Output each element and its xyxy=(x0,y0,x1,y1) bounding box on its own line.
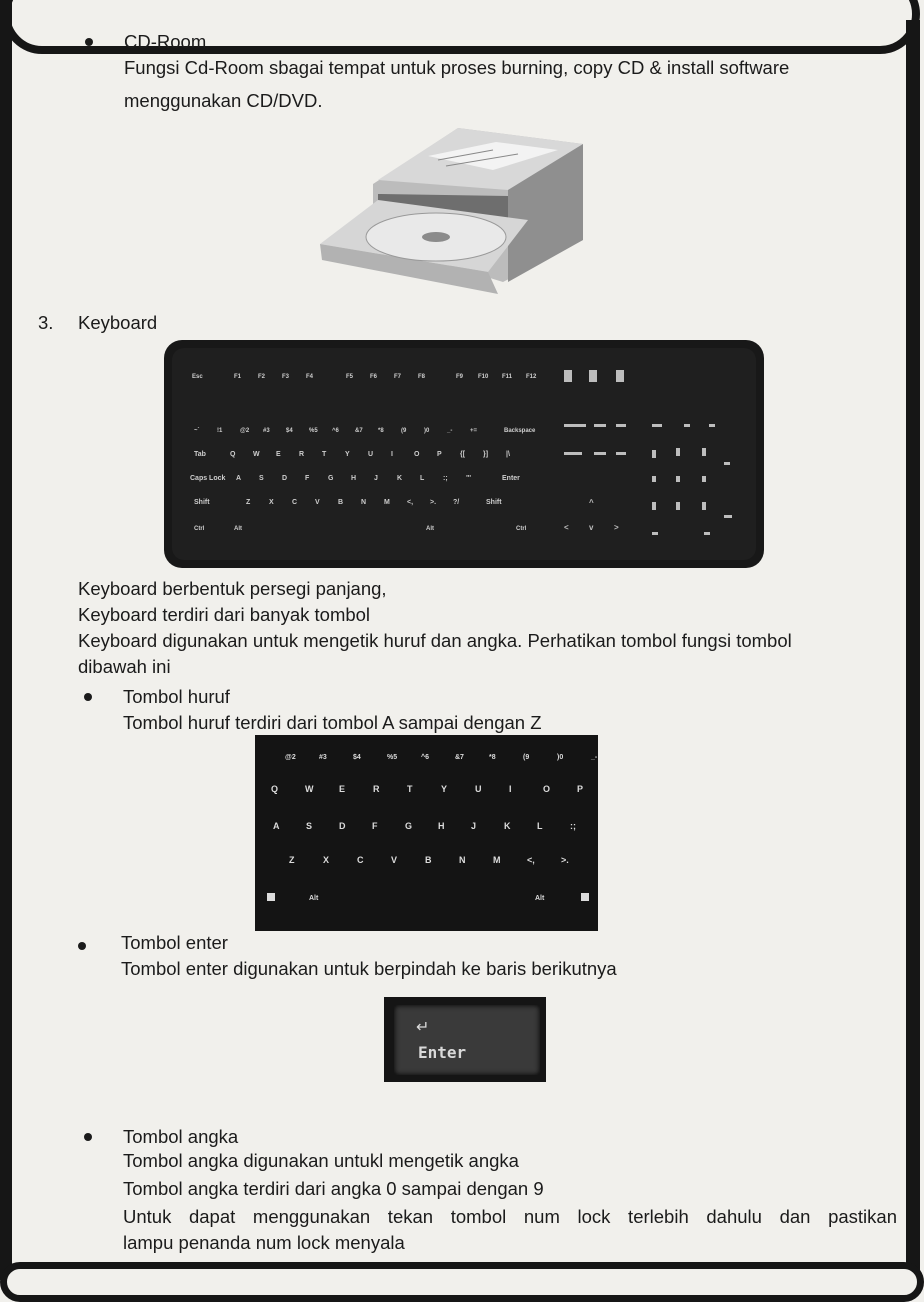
key-label: Ctrl xyxy=(194,526,205,532)
key-label: E xyxy=(339,784,346,794)
enter-title: Tombol enter xyxy=(121,932,228,953)
key-label: G xyxy=(405,821,413,831)
key-label: L xyxy=(420,475,425,482)
key-label: $4 xyxy=(286,428,293,434)
key-label: F1 xyxy=(234,374,242,380)
key-label: Enter xyxy=(502,475,520,482)
bullet-numbers xyxy=(84,1133,92,1141)
key-label: F2 xyxy=(258,374,266,380)
key-label: O xyxy=(543,784,551,794)
svg-text:<: < xyxy=(564,523,569,532)
key-label: (9 xyxy=(401,428,407,434)
key-label: R xyxy=(373,784,380,794)
key-label: P xyxy=(577,784,584,794)
key-label: S xyxy=(259,475,264,482)
numbers-line-2: Tombol angka terdiri dari angka 0 sampai dengan 9 xyxy=(123,1178,544,1199)
enter-key-image xyxy=(382,995,548,1084)
key-label: %5 xyxy=(309,428,318,434)
key-label: !1 xyxy=(217,428,223,434)
key-label: }] xyxy=(483,451,489,458)
key-label: E xyxy=(276,451,281,458)
letters-alt-right: Alt xyxy=(535,895,545,902)
svg-text:v: v xyxy=(589,523,594,532)
keyboard-line-1: Keyboard berbentuk persegi panjang, xyxy=(78,578,387,599)
numbers-line-1: Tombol angka digunakan untukl mengetik angka xyxy=(123,1150,519,1171)
key-label: {[ xyxy=(460,451,466,458)
key-label: :; xyxy=(443,475,448,482)
key-label: A xyxy=(236,475,242,482)
key-label: C xyxy=(292,499,298,506)
key-label: N xyxy=(459,855,466,865)
key-label: &7 xyxy=(355,428,363,434)
key-label: U xyxy=(475,784,482,794)
key-label: H xyxy=(438,821,445,831)
page-border-right xyxy=(906,20,920,1280)
svg-text:>: > xyxy=(614,523,619,532)
cdrom-desc-line2: menggunakan CD/DVD. xyxy=(124,90,323,111)
key-label: F12 xyxy=(526,374,537,380)
key-label: Esc xyxy=(192,374,203,380)
letters-alt-left: Alt xyxy=(309,895,319,902)
key-label: ~` xyxy=(194,428,200,434)
bullet-cdrom xyxy=(85,38,93,46)
key-label: R xyxy=(299,451,305,458)
bullet-enter xyxy=(78,942,86,950)
key-label: O xyxy=(414,451,420,458)
key-label: &7 xyxy=(455,754,464,761)
key-label: <, xyxy=(527,855,535,865)
full-keyboard-image xyxy=(164,340,764,568)
enter-desc: Tombol enter digunakan untuk berpindah ke baris berikutnya xyxy=(121,958,617,979)
key-label: :; xyxy=(570,821,576,831)
key-label: Q xyxy=(271,784,279,794)
keyboard-line-4: dibawah ini xyxy=(78,656,171,677)
key-label: Z xyxy=(289,855,295,865)
key-label: W xyxy=(305,784,314,794)
key-label: I xyxy=(391,451,393,458)
key-label: N xyxy=(361,499,367,506)
page-border-left xyxy=(0,0,12,1280)
key-label: "' xyxy=(466,475,471,482)
key-label: >. xyxy=(430,499,437,506)
key-label: += xyxy=(470,428,478,434)
key-label: Backspace xyxy=(504,428,536,434)
key-label: <, xyxy=(407,499,414,506)
key-label: Alt xyxy=(426,526,434,532)
key-label: I xyxy=(509,784,512,794)
numbers-line-4: lampu penanda num lock menyala xyxy=(123,1232,405,1253)
key-label: D xyxy=(339,821,346,831)
key-label: V xyxy=(315,499,320,506)
key-label: )0 xyxy=(557,754,564,761)
key-label: C xyxy=(357,855,364,865)
key-label: V xyxy=(391,855,398,865)
key-label: _- xyxy=(591,754,598,761)
key-label: F9 xyxy=(456,374,464,380)
key-label: F4 xyxy=(306,374,314,380)
letter-keys-image xyxy=(255,735,598,931)
key-label: G xyxy=(328,475,334,482)
key-label: M xyxy=(384,499,390,506)
key-label: F6 xyxy=(370,374,378,380)
key-label: ^6 xyxy=(421,754,429,761)
key-label: J xyxy=(374,475,378,482)
key-label: Z xyxy=(246,499,251,506)
key-label: H xyxy=(351,475,357,482)
keyboard-line-3: Keyboard digunakan untuk mengetik huruf dan angka. Perhatikan tombol fungsi tombol xyxy=(78,630,792,651)
key-label: $4 xyxy=(353,754,361,761)
key-label: F8 xyxy=(418,374,426,380)
page-border-bottom xyxy=(0,1262,924,1302)
key-label: @2 xyxy=(285,754,296,761)
key-label: Caps Lock xyxy=(190,475,226,482)
key-label: Y xyxy=(441,784,448,794)
key-label: X xyxy=(269,499,274,506)
key-label: Tab xyxy=(194,451,206,458)
key-label: )0 xyxy=(424,428,430,434)
keyboard-line-2: Keyboard terdiri dari banyak tombol xyxy=(78,604,371,625)
keyboard-number: 3. xyxy=(38,312,54,333)
key-label: Ctrl xyxy=(516,526,527,532)
key-label: (9 xyxy=(523,754,530,761)
bullet-letters xyxy=(84,693,92,701)
cdrom-title: CD-Room xyxy=(124,31,207,52)
key-label: F xyxy=(305,475,310,482)
key-label: F xyxy=(372,821,378,831)
key-label: Shift xyxy=(486,499,502,506)
enter-arrow-icon: ↵ xyxy=(416,1019,430,1036)
key-label: ^6 xyxy=(332,428,339,434)
key-label: D xyxy=(282,475,288,482)
key-label: >. xyxy=(561,855,569,865)
numbers-title: Tombol angka xyxy=(123,1126,239,1147)
key-label: @2 xyxy=(240,428,250,434)
key-label: F10 xyxy=(478,374,489,380)
key-label: B xyxy=(425,855,432,865)
key-label: A xyxy=(273,821,280,831)
key-label: F11 xyxy=(502,374,513,380)
key-label: _- xyxy=(447,428,453,434)
key-label: K xyxy=(397,475,403,482)
key-label: J xyxy=(471,821,477,831)
key-label: Q xyxy=(230,451,236,458)
enter-key-label: Enter xyxy=(418,1043,467,1062)
key-label: Y xyxy=(345,451,350,458)
key-label: %5 xyxy=(387,754,398,761)
key-label: #3 xyxy=(263,428,270,434)
key-label: *8 xyxy=(378,428,384,434)
key-label: Alt xyxy=(234,526,242,532)
key-label: X xyxy=(323,855,330,865)
key-label: M xyxy=(493,855,501,865)
key-label: F7 xyxy=(394,374,402,380)
keyboard-title: Keyboard xyxy=(78,312,158,333)
key-label: *8 xyxy=(489,754,496,761)
key-label: T xyxy=(407,784,413,794)
key-label: P xyxy=(437,451,442,458)
cdrom-drive-image xyxy=(318,122,586,302)
svg-text:^: ^ xyxy=(589,498,594,507)
key-label: #3 xyxy=(319,754,327,761)
cdrom-desc-line1: Fungsi Cd-Room sbagai tempat untuk proses burning, copy CD & install software xyxy=(124,57,790,78)
key-label: L xyxy=(537,821,543,831)
key-label: B xyxy=(338,499,344,506)
key-label: W xyxy=(253,451,260,458)
key-label: U xyxy=(368,451,374,458)
key-label: T xyxy=(322,451,327,458)
key-label: ?/ xyxy=(453,499,460,506)
numbers-line-3: Untuk dapat menggunakan tekan tombol num lock terlebih dahulu dan pastikan xyxy=(123,1206,897,1227)
key-label: K xyxy=(504,821,511,831)
key-label: S xyxy=(306,821,313,831)
letters-desc: Tombol huruf terdiri dari tombol A sampai dengan Z xyxy=(123,712,542,733)
key-label: F3 xyxy=(282,374,290,380)
key-label: F5 xyxy=(346,374,354,380)
letters-title: Tombol huruf xyxy=(123,686,230,707)
key-label: Shift xyxy=(194,499,210,506)
key-label: |\ xyxy=(506,451,510,458)
